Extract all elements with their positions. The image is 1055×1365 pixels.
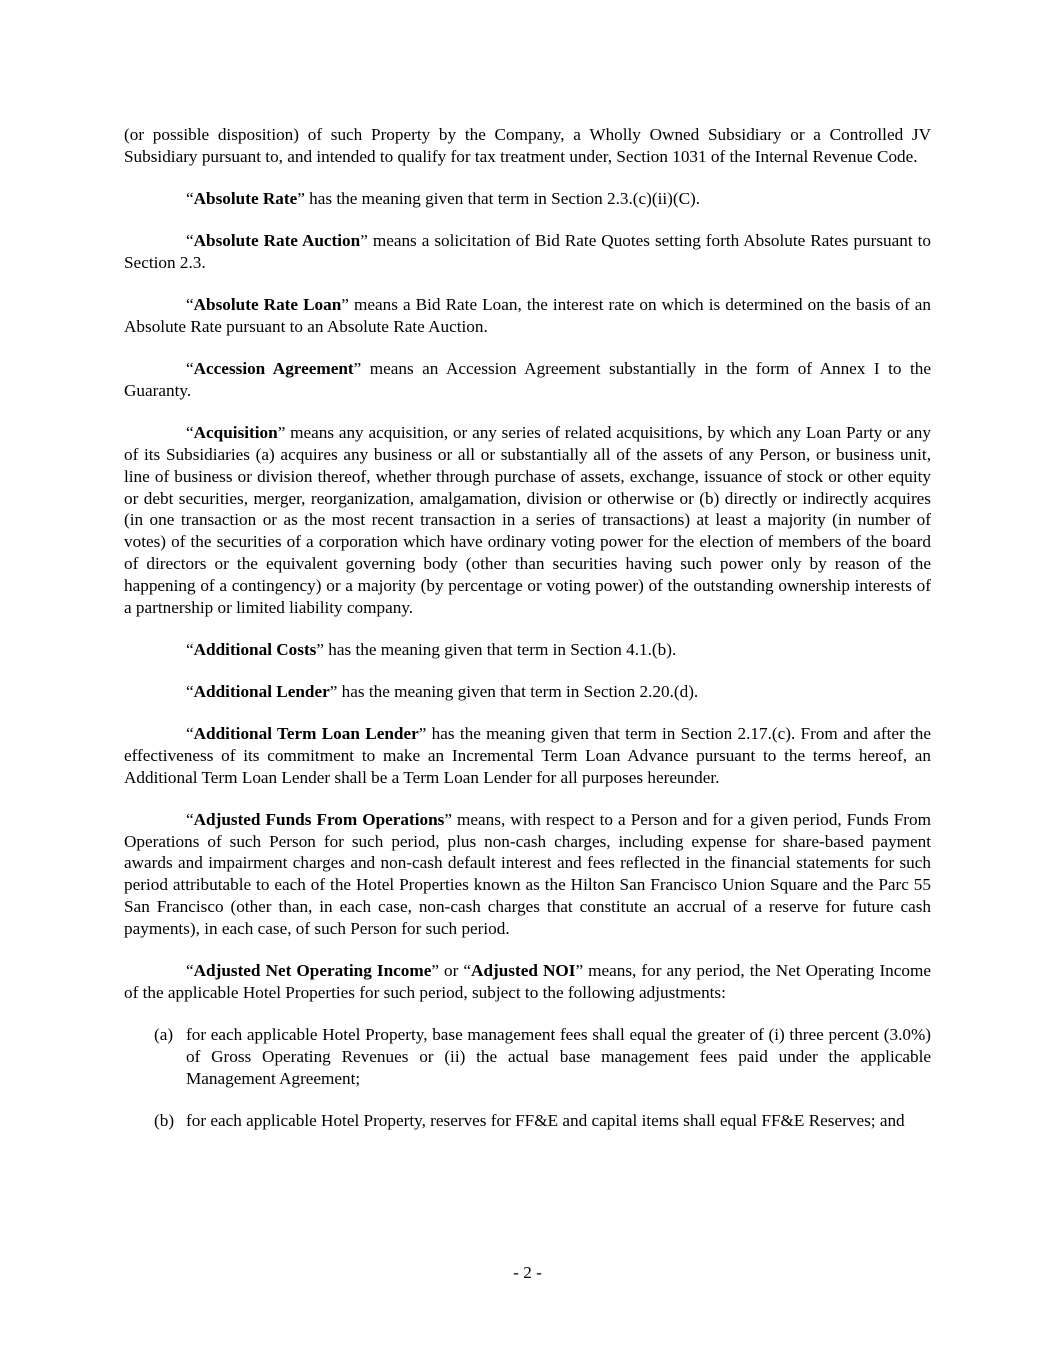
list-item-text: for each applicable Hotel Property, base management fees shall equal the greater of (i) three percent (3.0%) of Gross Operating Revenues or (ii) the actual base management fees paid under the applicable Management Agreement; (186, 1025, 931, 1088)
definition-text: ” has the meaning given that term in Section 2.3.(c)(ii)(C). (297, 188, 701, 208)
continuation-paragraph: (or possible disposition) of such Property by the Company, a Wholly Owned Subsidiary or a Controlled JV Subsidiary pursuant to, and intended to qualify for tax treatment under, Section 1031 of the Internal Revenue Code. (124, 125, 931, 166)
definition-additional-costs: “Additional Costs” has the meaning given that term in Section 4.1.(b). (186, 639, 677, 659)
defined-term: Absolute Rate Auction (193, 231, 361, 251)
definition-adjusted-ffo: “Adjusted Funds From Operations” means, with respect to a Person and for a given period, Funds From Operations of such Person for such period, plus non-cash charges, including expense for share-based payment awards and impairment charges and non-cash default interest and fees reflected in the financial statements for such period attributable to each of the Hotel Properties known as the Hilton San Francisco Union Square and the Parc 55 San Francisco (other than, in each case, non-cash charges that constitute an accrual of a reserve for future cash payments), in each case, of such Person for such period. (124, 809, 931, 938)
definition-text: ” has the meaning given that term in Section 2.17.(c). From and after the effectiveness of its commitment to make an Incremental Term Loan Advance pursuant to the terms hereof, an Additional Term Loan Lender shall be a Term Loan Lender for all purposes hereunder. (124, 724, 931, 787)
definition-text: ” means, with respect to a Person and for a given period, Funds From Operations of such Person for such period, plus non-cash charges, including expense for share-based payment awards and impairment charges and non-cash default interest and fees reflected in the financial statements for such period attributable to each of the Hotel Properties known as the Hilton San Francisco Union Square and the Parc 55 San Francisco (other than, in each case, non-cash charges that constitute an accrual of a reserve for future cash payments), in each case, of such Person for such period. (124, 809, 931, 938)
list-item-label: (b) (154, 1110, 175, 1130)
defined-term: Adjusted Funds From Operations (193, 809, 445, 829)
definition-absolute-rate-loan: “Absolute Rate Loan” means a Bid Rate Loan, the interest rate on which is determined on the basis of an Absolute Rate pursuant to an Absolute Rate Auction. (124, 295, 932, 336)
definition-text: ” means a solicitation of Bid Rate Quotes setting forth Absolute Rates pursuant to Section 2.3. (124, 231, 931, 272)
definition-absolute-rate-auction: “Absolute Rate Auction” means a solicitation of Bid Rate Quotes setting forth Absolute Rates pursuant to Section 2.3. (124, 231, 931, 272)
definition-additional-term-loan-lender: “Additional Term Loan Lender” has the meaning given that term in Section 2.17.(c). From and after the effectiveness of its commitment to make an Incremental Term Loan Advance pursuant to the terms hereof, an Additional Term Loan Lender shall be a Term Loan Lender for all purposes hereunder. (124, 724, 931, 787)
defined-term-alt: Adjusted NOI (471, 961, 576, 981)
definition-additional-lender: “Additional Lender” has the meaning given that term in Section 2.20.(d). (186, 681, 699, 701)
defined-term: Additional Lender (193, 681, 330, 701)
definition-text: ” means, for any period, the Net Operating Income of the applicable Hotel Properties for such period, subject to the following adjustments: (124, 961, 931, 1002)
document-body (124, 124, 931, 1152)
term-connector: ” or “ (431, 961, 472, 981)
list-item-label: (a) (154, 1025, 174, 1044)
defined-term: Adjusted Net Operating Income (193, 961, 432, 981)
defined-term: Additional Term Loan Lender (193, 724, 419, 744)
page-number: - 2 - (513, 1263, 542, 1282)
defined-term: Accession Agreement (193, 359, 354, 379)
defined-term: Absolute Rate Loan (193, 295, 342, 315)
definition-text: ” means an Accession Agreement substantially in the form of Annex I to the Guaranty. (124, 359, 932, 400)
defined-term: Acquisition (193, 423, 278, 443)
definition-adjusted-noi: “Adjusted Net Operating Income” or “Adjusted NOI” means, for any period, the Net Operating Income of the applicable Hotel Properties for such period, subject to the following adjustments: (124, 961, 931, 1002)
list-item-text: for each applicable Hotel Property, reserves for FF&E and capital items shall equal FF&E Reserves; and (186, 1110, 905, 1130)
definition-text: ” has the meaning given that term in Section 2.20.(d). (329, 681, 699, 701)
list-item (124, 1110, 931, 1132)
definition-accession-agreement: “Accession Agreement” means an Accession Agreement substantially in the form of Annex I to the Guaranty. (124, 359, 932, 400)
definition-text: ” means a Bid Rate Loan, the interest rate on which is determined on the basis of an Absolute Rate pursuant to an Absolute Rate Auction. (124, 295, 932, 336)
definition-text: ” means any acquisition, or any series of related acquisitions, by which any Loan Party or any of its Subsidiaries (a) acquires any business or all or substantially all of the assets of any Person, or business unit, line of business or division thereof, whether through purchase of assets, exchange, issuance of stock or other equity or debt securities, merger, reorganization, amalgamation, division or otherwise or (b) directly or indirectly acquires (in one transaction or as the most recent transaction in a series of transactions) at least a majority (in number of votes) of the securities of a corporation which have ordinary voting power for the election of members of the board of directors or the equivalent governing body (other than securities having such power only by reason of the happening of a contingency) or a majority (by percentage or voting power) of the outstanding ownership interests of a partnership or limited liability company. (124, 423, 931, 617)
defined-term: Additional Costs (193, 639, 317, 659)
definition-absolute-rate: “Absolute Rate” has the meaning given that term in Section 2.3.(c)(ii)(C). (186, 188, 701, 208)
definition-text: ” has the meaning given that term in Section 4.1.(b). (316, 639, 677, 659)
defined-term: Absolute Rate (193, 188, 298, 208)
definition-acquisition: “Acquisition” means any acquisition, or any series of related acquisitions, by which any Loan Party or any of its Subsidiaries (a) acquires any business or all or substantially all of the assets of any Person, or business unit, line of business or division thereof, whether through purchase of assets, exchange, issuance of stock or other equity or debt securities, merger, reorganization, amalgamation, division or otherwise or (b) directly or indirectly acquires (in one transaction or as the most recent transaction in a series of transactions) at least a majority (in number of votes) of the securities of a corporation which have ordinary voting power for the election of members of the board of directors or the equivalent governing body (other than securities having such power only by reason of the happening of a contingency) or a majority (by percentage or voting power) of the outstanding ownership interests of a partnership or limited liability company. (124, 423, 931, 617)
list-item (124, 1024, 931, 1089)
